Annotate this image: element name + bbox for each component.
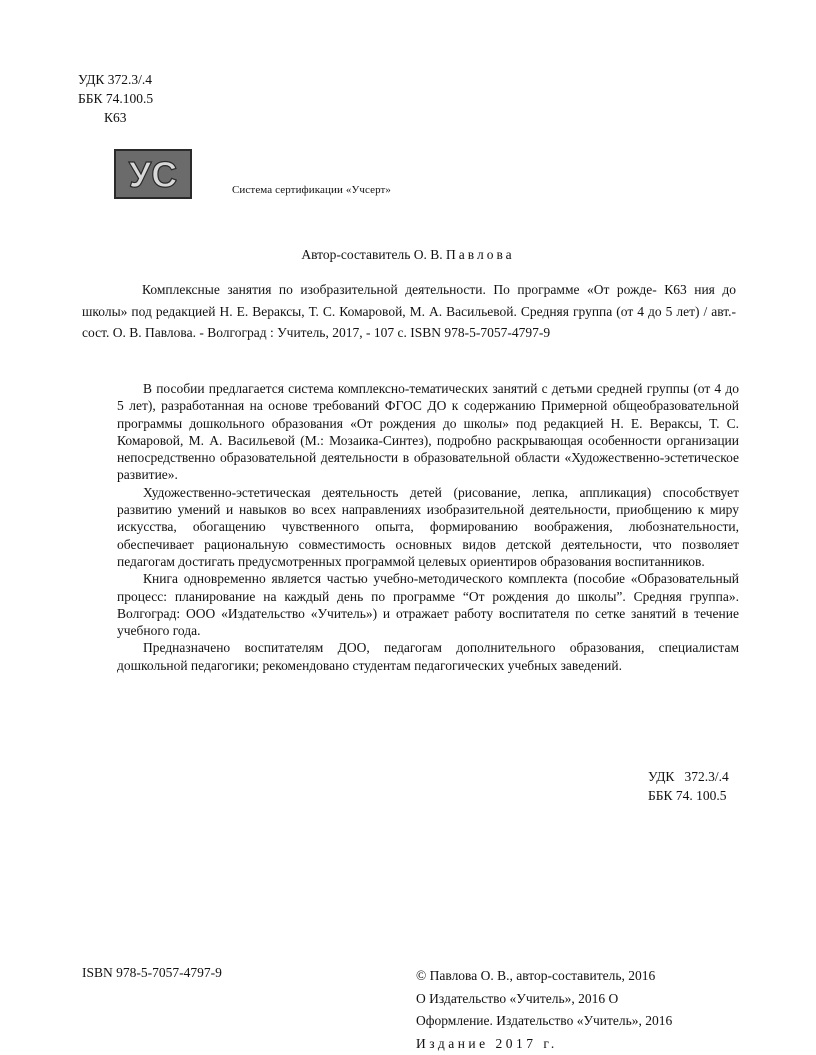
copyright-author: © Павлова О. В., автор-составитель, 2016 <box>416 965 672 988</box>
classification-codes-top <box>78 70 153 127</box>
bibliographic-record: Комплексные занятия по изобразительной деятельности. По программе «От рожде- К63 ния до школы» под редакцией Н. Е. Вераксы, Т. С. Комаровой, М. А. Васильевой. Средняя группа (от 4 до 5 лет) / авт.-сост. О. В. Павлова. - Волгоград : Учитель, 2017, - 107 с. ISBN 978-5-7057-4797-9 <box>82 279 736 344</box>
bbk-code-bottom: ББК 74. 100.5 <box>648 786 729 805</box>
author-prefix: Автор-составитель О. В. <box>301 247 446 262</box>
copyright-block <box>416 965 672 1055</box>
annotation-paragraph: Художественно-эстетическая деятельность детей (рисование, лепка, аппликация) способствует развитию умений и навыков во всех направлениях изобразительной деятельности, приобщению к миру искусства, обогащению чувственного опыта, формированию воображения, любознательности, обеспечивает рациональную совместимость основных видов детской деятельности, что позволяет педагогам достигать предусмотренных программой целевых ориентиров образования воспитанников. <box>117 484 739 570</box>
classification-codes-bottom <box>648 767 729 805</box>
isbn: ISBN 978-5-7057-4797-9 <box>82 965 222 981</box>
author-line <box>0 247 816 263</box>
certification-system: Система сертификации «Учсерт» <box>232 184 391 196</box>
edition-year: Издание 2017 г. <box>416 1033 672 1055</box>
annotation-paragraph: Книга одновременно является частью учебно-методического комплекта (пособие «Образовательный процесс: планирование на каждый день по программе “От рождения до школы”. Средняя группа». Волгоград: ООО «Издательство «Учитель») и отражает работу воспитателя по сетке занятий в течение учебного года. <box>117 570 739 639</box>
copyright-publisher: О Издательство «Учитель», 2016 О <box>416 988 672 1011</box>
annotation-paragraph: В пособии предлагается система комплексно-тематических занятий с детьми средней группы (от 4 до 5 лет), разработанная на основе требований ФГОС ДО к содержанию Примерной общеобразовательной программы дошкольного образования «От рождения до школы» под редакцией Н. Е. Вераксы, Т. С. Комаровой, М. А. Васильевой (М.: Мозаика-Синтез), подробно раскрывающая особенности организации непосредственно образовательной деятельности в образовательной области «Художественно-эстетическое развитие». <box>117 380 739 484</box>
certification-logo-icon <box>114 149 192 199</box>
logo-text: УС <box>129 154 177 195</box>
udk-code: УДК 372.3/.4 <box>78 70 153 89</box>
copyright-design: Оформление. Издательство «Учитель», 2016 <box>416 1010 672 1033</box>
author-surname: Павлова <box>446 247 515 262</box>
bbk-code: ББК 74.100.5 <box>78 89 153 108</box>
annotation <box>117 380 739 674</box>
author-mark: К63 <box>78 108 153 127</box>
annotation-paragraph: Предназначено воспитателям ДОО, педагогам дополнительного образования, специалистам дошкольной педагогики; рекомендовано студентам педагогических учебных заведений. <box>117 639 739 674</box>
udk-code-bottom: УДК 372.3/.4 <box>648 767 729 786</box>
